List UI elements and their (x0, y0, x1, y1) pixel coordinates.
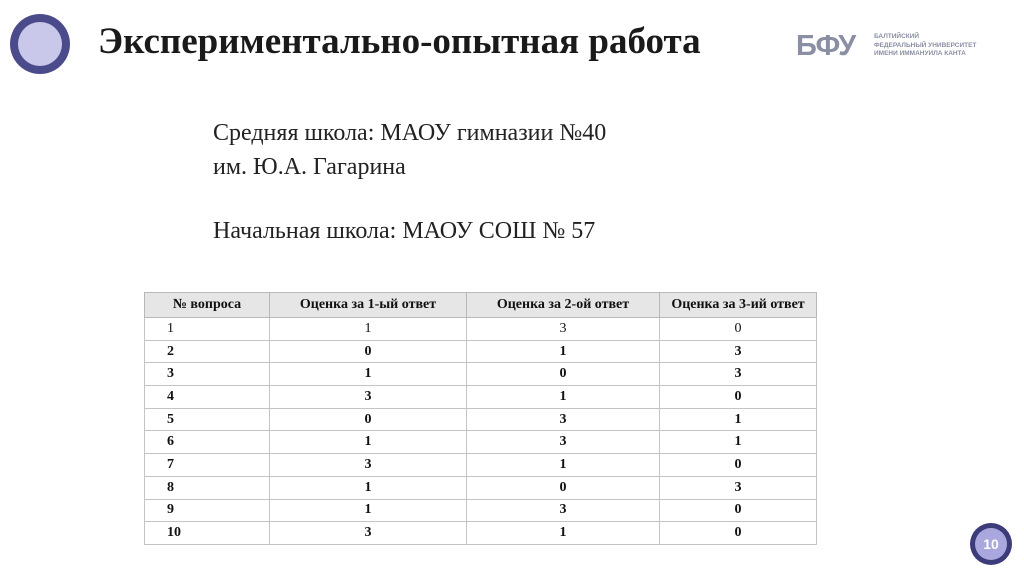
answer1-score-cell: 1 (270, 499, 467, 522)
table-row (145, 499, 817, 522)
column-header-answer1: Оценка за 1-ый ответ (270, 293, 467, 318)
answer1-score-cell: 3 (270, 386, 467, 409)
answer2-score-cell: 0 (467, 363, 660, 386)
school-info (213, 116, 606, 248)
page-title: Экспериментально-опытная работа (98, 21, 701, 62)
answer3-score-cell: 0 (660, 499, 817, 522)
table-header-row (145, 293, 817, 318)
answer3-score-cell: 1 (660, 408, 817, 431)
answer1-score-cell: 3 (270, 454, 467, 477)
table-row (145, 386, 817, 409)
answer2-score-cell: 1 (467, 386, 660, 409)
table-row (145, 340, 817, 363)
answer1-score-cell: 1 (270, 476, 467, 499)
table-row (145, 476, 817, 499)
results-table (144, 292, 817, 545)
secondary-school-line2: им. Ю.А. Гагарина (213, 154, 406, 180)
question-number-cell: 7 (145, 454, 270, 477)
answer2-score-cell: 1 (467, 340, 660, 363)
question-number-cell: 5 (145, 408, 270, 431)
answer3-score-cell: 3 (660, 340, 817, 363)
title-bullet-inner (18, 22, 62, 66)
question-number-cell: 9 (145, 499, 270, 522)
answer1-score-cell: 0 (270, 340, 467, 363)
primary-school-line: Начальная школа: МАОУ СОШ № 57 (213, 218, 596, 244)
answer1-score-cell: 3 (270, 522, 467, 545)
column-header-answer3: Оценка за 3-ий ответ (660, 293, 817, 318)
page-number: 10 (975, 528, 1007, 560)
logo-caption-line: БАЛТИЙСКИЙ (874, 33, 920, 40)
answer1-score-cell: 1 (270, 431, 467, 454)
column-header-answer2: Оценка за 2-ой ответ (467, 293, 660, 318)
university-logo (796, 30, 986, 70)
logo-mark: БФУ (796, 30, 856, 62)
answer3-score-cell: 0 (660, 522, 817, 545)
answer2-score-cell: 0 (467, 476, 660, 499)
secondary-school-line1: Средняя школа: МАОУ гимназии №40 (213, 120, 607, 146)
answer1-score-cell: 0 (270, 408, 467, 431)
logo-caption (874, 33, 976, 59)
table-row (145, 408, 817, 431)
table-row (145, 318, 817, 341)
answer3-score-cell: 1 (660, 431, 817, 454)
logo-caption-line: ИМЕНИ ИММАНУИЛА КАНТА (874, 50, 966, 57)
results-table-container (144, 292, 817, 545)
answer3-score-cell: 3 (660, 476, 817, 499)
question-number-cell: 1 (145, 318, 270, 341)
question-number-cell: 6 (145, 431, 270, 454)
title-bullet-icon (10, 14, 70, 74)
question-number-cell: 2 (145, 340, 270, 363)
table-row (145, 522, 817, 545)
answer3-score-cell: 0 (660, 454, 817, 477)
answer3-score-cell: 0 (660, 318, 817, 341)
table-row (145, 363, 817, 386)
question-number-cell: 10 (145, 522, 270, 545)
column-header-question: № вопроса (145, 293, 270, 318)
question-number-cell: 3 (145, 363, 270, 386)
answer2-score-cell: 1 (467, 522, 660, 545)
answer2-score-cell: 3 (467, 499, 660, 522)
answer3-score-cell: 3 (660, 363, 817, 386)
question-number-cell: 8 (145, 476, 270, 499)
answer2-score-cell: 1 (467, 454, 660, 477)
question-number-cell: 4 (145, 386, 270, 409)
answer2-score-cell: 3 (467, 408, 660, 431)
logo-caption-line: ФЕДЕРАЛЬНЫЙ УНИВЕРСИТЕТ (874, 41, 977, 49)
table-row (145, 454, 817, 477)
answer1-score-cell: 1 (270, 318, 467, 341)
answer3-score-cell: 0 (660, 386, 817, 409)
table-row (145, 431, 817, 454)
page-number-badge (970, 523, 1012, 565)
answer1-score-cell: 1 (270, 363, 467, 386)
answer2-score-cell: 3 (467, 431, 660, 454)
answer2-score-cell: 3 (467, 318, 660, 341)
